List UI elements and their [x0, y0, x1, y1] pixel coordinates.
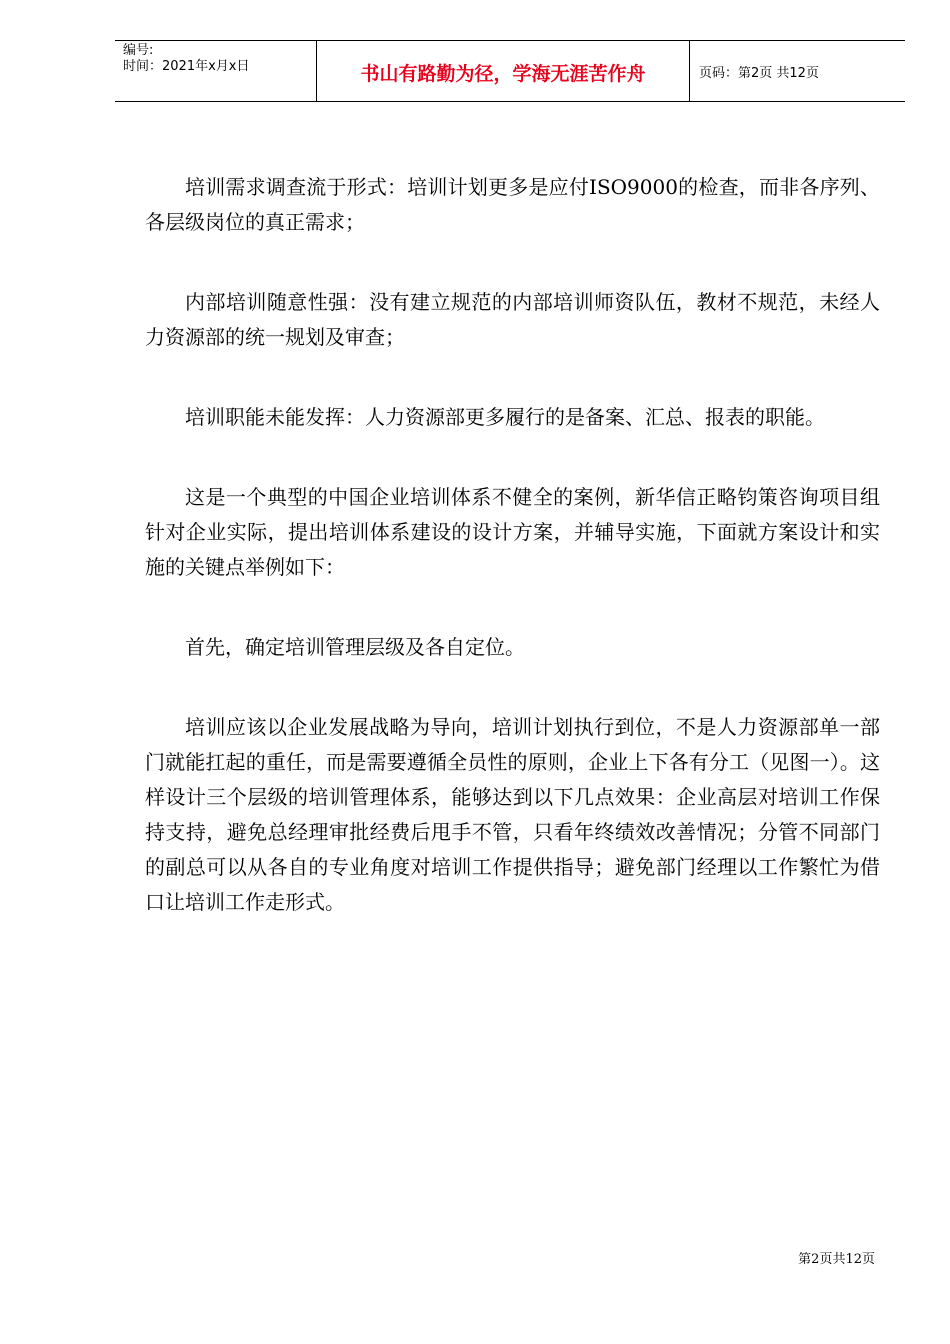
document-number-label: 编号: — [123, 43, 154, 58]
document-time: 时间：2021年x月x日 — [123, 59, 250, 74]
page-footer: 第2页共12页 — [798, 1252, 875, 1267]
header-motto: 书山有路勤为径，学海无涯苦作舟 — [360, 63, 646, 85]
body-paragraph: 培训职能未能发挥：人力资源部更多履行的是备案、汇总、报表的职能。 — [185, 405, 825, 429]
header-meta — [123, 43, 249, 75]
header-page-info: 页码：第2页 共12页 — [699, 66, 819, 81]
body-paragraph: 这是一个典型的中国企业培训体系不健全的案例，新华信正略钧策咨询项目组针对企业实际，提出培训体系建设的设计方案，并辅导实施，下面就方案设计和实施的关键点举例如下： — [145, 485, 880, 579]
header-divider — [689, 41, 690, 101]
body-paragraph: 首先，确定培训管理层级及各自定位。 — [185, 635, 525, 659]
document-body — [145, 170, 880, 965]
body-paragraph: 培训需求调查流于形式：培训计划更多是应付ISO9000的检查，而非各序列、各层级岗位的真正需求； — [145, 175, 880, 234]
body-paragraph: 培训应该以企业发展战略为导向，培训计划执行到位，不是人力资源部单一部门就能扛起的重任，而是需要遵循全员性的原则，企业上下各有分工（见图一）。这样设计三个层级的培训管理体系，能够达到以下几点效果：企业高层对培训工作保持支持，避免总经理审批经费后甩手不管，只看年终绩效改善情况；分管不同部门的副总可以从各自的专业角度对培训工作提供指导；避免部门经理以工作繁忙为借口让培训工作走形式。 — [145, 715, 880, 914]
body-paragraph: 内部培训随意性强：没有建立规范的内部培训师资队伍，教材不规范，未经人力资源部的统一规划及审查； — [145, 290, 880, 349]
page-header — [115, 40, 905, 102]
